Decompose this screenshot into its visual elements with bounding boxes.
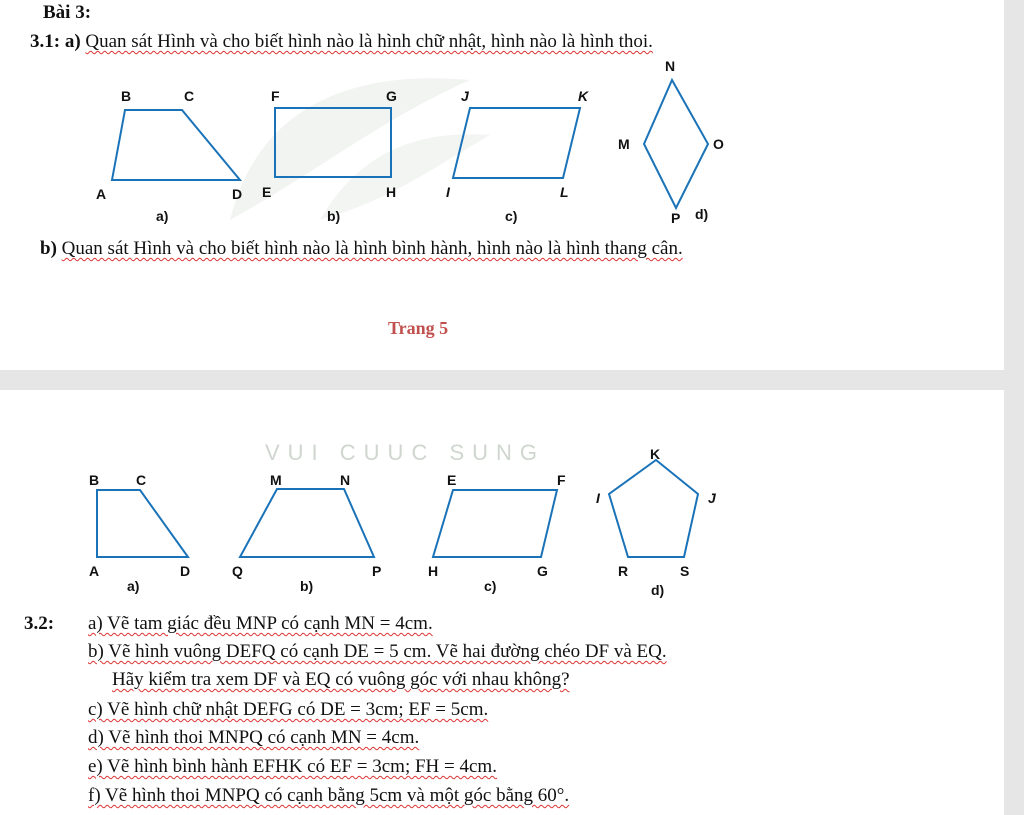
vertex-label: P xyxy=(372,563,382,579)
vertex-label: H xyxy=(386,184,397,200)
figure-caption: a) xyxy=(156,208,169,224)
vertex-label: C xyxy=(184,88,195,104)
vertex-label: D xyxy=(180,563,191,579)
task-item: e) Vẽ hình bình hành EFHK có EF = 3cm; FH = 4cm. xyxy=(88,756,497,777)
vertex-label: B xyxy=(121,88,132,104)
vertex-label: P xyxy=(671,210,681,226)
vertex-label: J xyxy=(461,88,469,104)
figure-caption: a) xyxy=(127,578,140,594)
vertex-label: K xyxy=(578,88,589,104)
vertex-label: G xyxy=(537,563,548,579)
question-3-2-number: 3.2: xyxy=(24,613,55,634)
vertex-label: F xyxy=(557,472,566,488)
exercise-title: Bài 3: xyxy=(43,2,92,23)
question-3-1-number: 3.1: xyxy=(30,31,61,52)
isosceles-trapezoid-mnpq xyxy=(240,489,374,557)
vertex-label: C xyxy=(136,472,147,488)
vertex-label: I xyxy=(596,490,600,506)
page-1 xyxy=(0,0,1004,370)
figure-caption: b) xyxy=(300,578,314,594)
vertex-label: B xyxy=(89,472,100,488)
question-3-1-b: b) Quan sát Hình và cho biết hình nào là hình bình hành, hình nào là hình thang cân. xyxy=(40,238,683,259)
square-efgh xyxy=(275,108,391,177)
vertex-label: S xyxy=(680,563,690,579)
vertex-label: J xyxy=(708,490,716,506)
question-3-1-a: Quan sát Hình và cho biết hình nào là hình chữ nhật, hình nào là hình thoi. xyxy=(85,31,653,52)
vertex-label: R xyxy=(618,563,629,579)
vertex-label: N xyxy=(665,58,676,74)
task-item: b) Vẽ hình vuông DEFQ có cạnh DE = 5 cm. Vẽ hai đường chéo DF và EQ. xyxy=(88,641,667,662)
pentagon-ikjrs xyxy=(609,460,698,557)
question-3-1-a-prefix: a) xyxy=(64,31,86,52)
parallelogram-ijkl xyxy=(453,108,580,178)
vertex-label: H xyxy=(428,563,439,579)
task-item: c) Vẽ hình chữ nhật DEFG có DE = 3cm; EF = 5cm. xyxy=(88,699,489,720)
task-item: Hãy kiểm tra xem DF và EQ có vuông góc với nhau không? xyxy=(112,669,570,690)
vertex-label: E xyxy=(262,184,272,200)
right-trapezoid-abcd xyxy=(97,490,188,557)
vertex-label: L xyxy=(560,184,569,200)
vertex-label: F xyxy=(271,88,280,104)
vertex-label: Q xyxy=(232,563,243,579)
parallelogram-efgh xyxy=(433,490,557,557)
vertex-label: M xyxy=(618,136,630,152)
vertex-label: M xyxy=(270,472,282,488)
trapezoid-abcd xyxy=(112,110,240,180)
figure-caption: b) xyxy=(327,208,341,224)
vertex-label: O xyxy=(713,136,724,152)
vertex-label: E xyxy=(447,472,457,488)
vertex-label: K xyxy=(650,446,661,462)
rhombus-mnop xyxy=(644,80,708,208)
vertex-label: D xyxy=(232,186,243,202)
task-item: d) Vẽ hình thoi MNPQ có cạnh MN = 4cm. xyxy=(88,727,420,748)
vertex-label: N xyxy=(340,472,351,488)
figures-3-1-svg xyxy=(0,0,1004,370)
page-footer: Trang 5 xyxy=(388,318,449,338)
figure-caption: c) xyxy=(505,208,518,224)
vertex-label: I xyxy=(446,184,450,200)
vertex-label: A xyxy=(89,563,100,579)
question-3-1-b-text: Quan sát Hình và cho biết hình nào là hình bình hành, hình nào là hình thang cân. xyxy=(61,238,683,259)
watermark-text: VUI CUUC SUNG xyxy=(265,440,546,465)
task-item: a) Vẽ tam giác đều MNP có cạnh MN = 4cm. xyxy=(88,613,433,634)
figure-caption: d) xyxy=(695,206,709,222)
task-item: f) Vẽ hình thoi MNPQ có cạnh bằng 5cm và một góc bằng 60°. xyxy=(88,785,570,806)
figure-caption: d) xyxy=(651,582,665,598)
vertex-label: G xyxy=(386,88,397,104)
vertex-label: A xyxy=(96,186,107,202)
figure-caption: c) xyxy=(484,578,497,594)
